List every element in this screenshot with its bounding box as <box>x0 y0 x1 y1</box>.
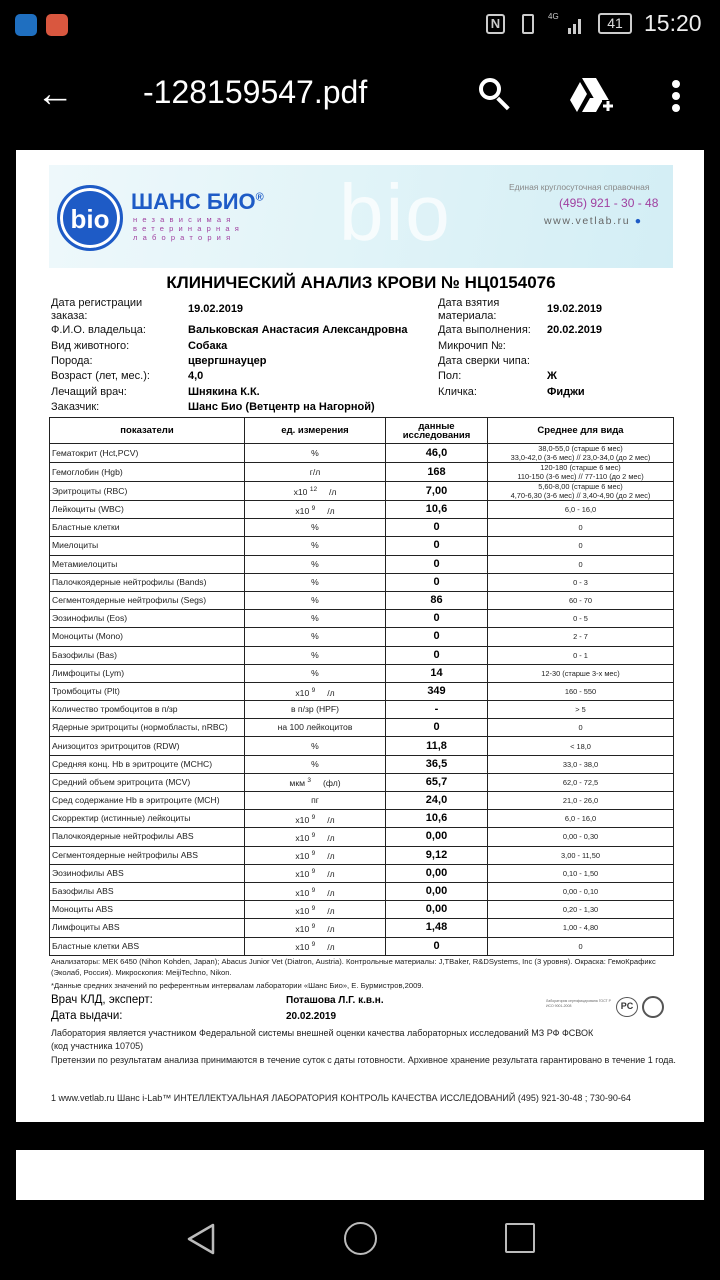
result-value: 7,00 <box>386 482 488 501</box>
watermark: bio <box>339 168 452 257</box>
unit-cell <box>245 846 386 864</box>
unit-suffix: /л <box>327 814 335 825</box>
issue-date-label: Дата выдачи: <box>51 1010 123 1022</box>
info-label: Заказчик: <box>51 401 100 413</box>
parameter-name: Бластные клетки <box>50 519 245 537</box>
unit-cell <box>245 773 386 791</box>
reference-line: 3,00 - 11,50 <box>561 850 600 860</box>
unit-suffix: /л <box>329 486 337 497</box>
info-value: Шанс Био (Ветцентр на Нагорной) <box>188 401 375 413</box>
footnotes <box>51 956 671 993</box>
reference-line: 33,0 - 38,0 <box>562 759 599 769</box>
reference-line: 0 <box>578 523 583 533</box>
brand-name: ШАНС БИО® <box>131 189 264 214</box>
result-value: 10,6 <box>386 501 488 519</box>
unit-exponent: 9 <box>311 813 316 821</box>
reference-line: 120-180 (старше 6 мес) <box>540 463 621 472</box>
unit-cell <box>245 901 386 919</box>
table-row <box>50 792 674 810</box>
unit-cell <box>245 937 386 955</box>
reference-line: 12-30 (старше 3-х мес) <box>541 668 620 678</box>
reference-range <box>488 646 674 664</box>
reference-line: 60 - 70 <box>568 596 592 606</box>
info-value: цвергшнауцер <box>188 355 267 367</box>
parameter-name: Сегментоядерные нейтрофилы (Segs) <box>50 591 245 609</box>
unit-cell <box>245 463 386 482</box>
table-row <box>50 846 674 864</box>
result-value: 86 <box>386 591 488 609</box>
tagline: независимая ветеринарная лаборатория <box>133 215 244 242</box>
info-value: Шнякина К.К. <box>188 386 260 398</box>
unit-base: мкм <box>289 778 305 789</box>
unit: % <box>311 631 319 642</box>
unit-cell <box>245 482 386 501</box>
info-value: 4,0 <box>188 370 204 382</box>
expert-value: Поташова Л.Г. к.в.н. <box>286 995 384 1006</box>
report-title: КЛИНИЧЕСКИЙ АНАЛИЗ КРОВИ № НЦ0154076 <box>166 273 556 292</box>
unit-cell <box>245 737 386 755</box>
parameter-name: Анизоцитоз эритроцитов (RDW) <box>50 737 245 755</box>
status-time: 15:20 <box>644 10 702 36</box>
unit: % <box>311 667 319 678</box>
reference-range <box>488 444 674 463</box>
info-value: Фиджи <box>547 386 585 398</box>
reference-line: 0,00 - 0,30 <box>562 832 599 842</box>
unit-base: x10 <box>295 832 310 843</box>
result-value: 14 <box>386 664 488 682</box>
parameter-name: Эозинофилы ABS <box>50 864 245 882</box>
reference-line: 4,70-6,30 (3-6 мес) // 3,40-4,90 (до 2 мес) <box>510 491 651 500</box>
reference-line: 0 - 1 <box>573 650 588 660</box>
more-vert-icon[interactable] <box>668 78 684 114</box>
reference-line: 33,0-42,0 (3-6 мес) // 23,0-34,0 (до 2 мес) <box>510 453 651 462</box>
unit: на 100 лейкоцитов <box>277 722 353 733</box>
reference-line: 0 <box>578 559 583 569</box>
table-row <box>50 573 674 591</box>
unit-cell <box>245 646 386 664</box>
reference-range <box>488 901 674 919</box>
reference-line: 62,0 - 72,5 <box>562 777 599 787</box>
phone: (495) 921 - 30 - 48 <box>559 196 659 210</box>
table-row <box>50 719 674 737</box>
reference-range <box>488 682 674 700</box>
unit-base: x10 <box>293 486 308 497</box>
unit-suffix: /л <box>327 505 335 516</box>
expert-label: Врач КЛД, эксперт: <box>51 994 153 1006</box>
parameter-name: Скорректир (истинные) лейкоциты <box>50 810 245 828</box>
result-value: 0 <box>386 646 488 664</box>
result-value: 0 <box>386 573 488 591</box>
table-row <box>50 591 674 609</box>
table-row <box>50 537 674 555</box>
reference-range <box>488 537 674 555</box>
reference-range <box>488 719 674 737</box>
info-label: Вид животного: <box>51 340 130 352</box>
table-row <box>50 463 674 482</box>
result-value: 0 <box>386 628 488 646</box>
column-header: показатели <box>50 418 245 444</box>
reference-range <box>488 628 674 646</box>
reference-range <box>488 501 674 519</box>
unit-cell <box>245 501 386 519</box>
column-header: ед. измерения <box>245 418 386 444</box>
unit-cell <box>245 755 386 773</box>
table-row <box>50 519 674 537</box>
table-row <box>50 646 674 664</box>
parameter-name: Гематокрит (Hct,PCV) <box>50 444 245 463</box>
info-label: Дата сверки чипа: <box>438 355 530 367</box>
info-label: Дата регистрации заказа: <box>51 297 143 322</box>
unit-suffix: /л <box>327 905 335 916</box>
unit-cell <box>245 573 386 591</box>
drive-add-icon[interactable] <box>568 76 614 116</box>
helpline-label: Единая круглосуточная справочная <box>509 182 650 192</box>
unit: % <box>311 758 319 769</box>
parameter-name: Базофилы (Bas) <box>50 646 245 664</box>
parameter-name: Палочкоядерные нейтрофилы (Bands) <box>50 573 245 591</box>
table-row <box>50 864 674 882</box>
unit-cell <box>245 555 386 573</box>
unit-suffix: /л <box>327 942 335 953</box>
info-value: Собака <box>188 340 228 352</box>
result-value: 10,6 <box>386 810 488 828</box>
unit-suffix: /л <box>327 851 335 862</box>
parameter-name: Метамиелоциты <box>50 555 245 573</box>
result-value: 9,12 <box>386 846 488 864</box>
info-label: Микрочип №: <box>438 340 506 352</box>
parameter-name: Миелоциты <box>50 537 245 555</box>
reference-range <box>488 610 674 628</box>
network-type: 4G <box>548 12 559 21</box>
unit-exponent: 9 <box>311 686 316 694</box>
unit-exponent: 9 <box>311 504 316 512</box>
reference-line: 160 - 550 <box>564 686 597 696</box>
unit-suffix: /л <box>327 832 335 843</box>
table-row <box>50 919 674 937</box>
search-icon[interactable] <box>477 76 517 116</box>
reference-range <box>488 864 674 882</box>
results-table <box>49 417 674 956</box>
unit-base: x10 <box>295 814 310 825</box>
unit-suffix: /л <box>327 923 335 934</box>
unit-exponent: 9 <box>311 850 316 858</box>
table-row <box>50 755 674 773</box>
unit-suffix: /л <box>327 887 335 898</box>
reference-line: 0,20 - 1,30 <box>562 905 599 915</box>
unit-cell <box>245 537 386 555</box>
reference-line: > 5 <box>575 705 586 715</box>
result-value: 0 <box>386 719 488 737</box>
parameter-name: Тромбоциты (Plt) <box>50 682 245 700</box>
unit-cell <box>245 810 386 828</box>
unit: % <box>311 447 319 458</box>
result-value: 349 <box>386 682 488 700</box>
parameter-name: Палочкоядерные нейтрофилы ABS <box>50 828 245 846</box>
reference-range <box>488 882 674 900</box>
reference-line: 0 - 5 <box>573 614 588 624</box>
reference-line: 2 - 7 <box>573 632 588 642</box>
reference-range <box>488 519 674 537</box>
reference-line: < 18,0 <box>570 741 591 751</box>
unit-exponent: 9 <box>311 922 316 930</box>
result-value: 168 <box>386 463 488 482</box>
website: www.vetlab.ru ● <box>544 215 643 227</box>
unit-suffix: /л <box>327 687 335 698</box>
reference-range <box>488 919 674 937</box>
unit-base: x10 <box>295 505 310 516</box>
nfc-icon: N <box>486 14 505 34</box>
unit: в п/зр (HPF) <box>290 704 339 715</box>
result-value: 0 <box>386 555 488 573</box>
unit-exponent: 9 <box>311 868 316 876</box>
parameter-name: Лейкоциты (WBC) <box>50 501 245 519</box>
unit-cell <box>245 719 386 737</box>
unit-cell <box>245 864 386 882</box>
table-row <box>50 501 674 519</box>
parameter-name: Бластные клетки ABS <box>50 937 245 955</box>
info-label: Порода: <box>51 355 93 367</box>
unit-base: x10 <box>295 905 310 916</box>
table-row <box>50 773 674 791</box>
unit-cell <box>245 792 386 810</box>
table-row <box>50 737 674 755</box>
reference-line: 0,00 - 0,10 <box>562 887 599 897</box>
reference-range <box>488 846 674 864</box>
unit-cell <box>245 591 386 609</box>
table-row <box>50 664 674 682</box>
unit: % <box>311 540 319 551</box>
iso-cert-icon <box>642 996 664 1018</box>
unit-cell <box>245 828 386 846</box>
reference-range <box>488 591 674 609</box>
parameter-name: Ядерные эритроциты (нормобласты, nRBC) <box>50 719 245 737</box>
info-label: Дата выполнения: <box>438 324 531 336</box>
reference-line: 6,0 - 16,0 <box>564 505 597 515</box>
result-value: 11,8 <box>386 737 488 755</box>
reference-range <box>488 810 674 828</box>
rst-cert-icon: PC <box>616 997 638 1017</box>
reference-line: 0 - 3 <box>573 577 588 587</box>
info-label: Лечащий врач: <box>51 386 127 398</box>
unit-base: x10 <box>295 687 310 698</box>
reference-line: 0,10 - 1,50 <box>562 868 599 878</box>
info-value: 20.02.2019 <box>547 324 603 336</box>
info-label: Ф.И.О. владельца: <box>51 324 146 336</box>
pdf-page <box>16 150 704 1122</box>
back-arrow-icon[interactable]: ← <box>36 73 74 115</box>
claims-note: Претензии по результатам анализа принимаются в течение суток с даты готовности. Архивное хранение результата гарантировано в течение 1 года. <box>51 1055 676 1065</box>
parameter-name: Сегментоядерные нейтрофилы ABS <box>50 846 245 864</box>
parameter-name: Эритроциты (RBC) <box>50 482 245 501</box>
table-row <box>50 937 674 955</box>
unit: % <box>311 740 319 751</box>
unit: % <box>311 522 319 533</box>
reference-line: 6,0 - 16,0 <box>564 814 597 824</box>
unit-cell <box>245 882 386 900</box>
info-label: Возраст (лет, мес.): <box>51 370 150 382</box>
reference-line: 38,0-55,0 (старше 6 мес) <box>538 444 623 453</box>
unit: % <box>311 649 319 660</box>
issue-date-value: 20.02.2019 <box>286 1011 337 1022</box>
reference-line: 5,60-8,00 (старше 6 мес) <box>538 482 623 491</box>
unit-cell <box>245 919 386 937</box>
parameter-name: Моноциты ABS <box>50 901 245 919</box>
unit: % <box>311 595 319 606</box>
page-footer: 1 www.vetlab.ru Шанс i-Lab™ ИНТЕЛЛЕКТУАЛЬНАЯ ЛАБОРАТОРИЯ КОНТРОЛЬ КАЧЕСТВА ИССЛЕДОВАНИЙ (495) 921-30-48 ; 730-90-64 <box>51 1093 631 1103</box>
logo: bio <box>57 185 123 251</box>
analyzers-note: Анализаторы: МЕК 6450 (Nihon Kohden, Japan); Abacus Junior Vet (Diatron, Austria). Контрольные материалы: J,TBaker, R&DSystems, Inc (3 уровня). Окраска: ГемоКрафикс (Эколаб, Россия). Микроскопия: MeijiTechno, Nikon. <box>51 957 656 977</box>
unit: г/л <box>309 466 321 477</box>
reference-range <box>488 701 674 719</box>
lab-notes <box>51 1027 681 1069</box>
battery-icon <box>598 13 632 34</box>
result-value: 0,00 <box>386 901 488 919</box>
parameter-name: Средний объем эритроцита (MCV) <box>50 773 245 791</box>
reference-line: 21,0 - 26,0 <box>562 796 599 806</box>
table-row <box>50 828 674 846</box>
unit-cell <box>245 444 386 463</box>
pdf-page-2 <box>16 1150 704 1200</box>
parameter-name: Моноциты (Mono) <box>50 628 245 646</box>
result-value: - <box>386 701 488 719</box>
mail-app-icon <box>46 14 68 36</box>
unit-base: x10 <box>295 942 310 953</box>
result-value: 36,5 <box>386 755 488 773</box>
result-value: 0,00 <box>386 882 488 900</box>
navigation-bar <box>0 1200 720 1280</box>
unit-base: x10 <box>295 887 310 898</box>
column-header: Среднее для вида <box>488 418 674 444</box>
unit-cell <box>245 701 386 719</box>
battery-level: 41 <box>607 15 623 31</box>
unit-base: x10 <box>295 869 310 880</box>
unit-exponent: 9 <box>311 886 316 894</box>
status-bar <box>0 0 720 48</box>
reference-line: 0 <box>578 541 583 551</box>
reference-range <box>488 937 674 955</box>
result-value: 1,48 <box>386 919 488 937</box>
nav-back-icon[interactable] <box>185 1222 217 1256</box>
reference-range <box>488 792 674 810</box>
unit: пг <box>311 795 319 806</box>
signal-icon <box>548 12 592 36</box>
reference-note: *Данные средних значений по референтным интервалам лаборатории «Шанс Био», Е. Бурмистров,2009. <box>51 981 424 990</box>
parameter-name: Сред содержание Hb в эритроците (MCH) <box>50 792 245 810</box>
result-value: 0 <box>386 610 488 628</box>
certification-text: Лаборатория сертифицирована ГОСТ Р ИСО 9001-2008 <box>546 999 611 1008</box>
result-value: 0,00 <box>386 864 488 882</box>
nav-recents-icon[interactable] <box>505 1223 535 1253</box>
unit-cell <box>245 682 386 700</box>
reference-range <box>488 463 674 482</box>
unit: % <box>311 558 319 569</box>
reference-range <box>488 773 674 791</box>
table-row <box>50 444 674 463</box>
column-header: данные исследования <box>386 418 488 444</box>
reference-line: 1,00 - 4,80 <box>562 923 599 933</box>
vibrate-icon <box>522 14 534 34</box>
table-row <box>50 901 674 919</box>
info-value: Вальковская Анастасия Александровна <box>188 324 408 336</box>
parameter-name: Гемоглобин (Hgb) <box>50 463 245 482</box>
result-value: 0,00 <box>386 828 488 846</box>
result-value: 24,0 <box>386 792 488 810</box>
reference-range <box>488 664 674 682</box>
unit-exponent: 9 <box>311 832 316 840</box>
table-row <box>50 482 674 501</box>
reference-range <box>488 573 674 591</box>
info-value: 19.02.2019 <box>188 303 244 315</box>
participation-note: Лаборатория является участником Федеральной системы внешней оценки качества лабораторных исследований МЗ РФ ФСВОК (код участника 10705) <box>51 1028 594 1051</box>
letterhead <box>49 165 673 268</box>
unit-base: x10 <box>295 923 310 934</box>
info-label: Пол: <box>438 370 462 382</box>
unit-exponent: 12 <box>309 486 318 494</box>
reference-range <box>488 828 674 846</box>
table-row <box>50 610 674 628</box>
unit: % <box>311 613 319 624</box>
nav-home-icon[interactable] <box>344 1222 377 1255</box>
table-row <box>50 810 674 828</box>
result-value: 65,7 <box>386 773 488 791</box>
table-row <box>50 682 674 700</box>
result-value: 0 <box>386 937 488 955</box>
parameter-name: Эозинофилы (Eos) <box>50 610 245 628</box>
reference-line: 0 <box>578 941 583 951</box>
result-value: 0 <box>386 537 488 555</box>
unit-exponent: 9 <box>311 941 316 949</box>
table-row <box>50 882 674 900</box>
result-value: 0 <box>386 519 488 537</box>
reference-range <box>488 555 674 573</box>
info-label: Кличка: <box>438 386 477 398</box>
unit-suffix: (фл) <box>322 778 341 789</box>
reference-range <box>488 482 674 501</box>
unit: % <box>311 576 319 587</box>
parameter-name: Лимфоциты ABS <box>50 919 245 937</box>
parameter-name: Базофилы ABS <box>50 882 245 900</box>
reference-line: 110-150 (3-6 мес) // 77-110 (до 2 мес) <box>517 472 644 481</box>
unit-exponent: 9 <box>311 904 316 912</box>
info-value: Ж <box>547 370 557 382</box>
result-value: 46,0 <box>386 444 488 463</box>
unit-cell <box>245 610 386 628</box>
unit-exponent: 3 <box>307 777 311 785</box>
table-row <box>50 555 674 573</box>
unit-base: x10 <box>295 851 310 862</box>
parameter-name: Средняя конц. Hb в эритроците (MCHC) <box>50 755 245 773</box>
table-row <box>50 701 674 719</box>
app-bar <box>0 48 720 148</box>
unit-cell <box>245 664 386 682</box>
reference-range <box>488 737 674 755</box>
document-title: -128159547.pdf <box>143 74 368 110</box>
info-label: Дата взятия материала: <box>438 297 500 322</box>
parameter-name: Количество тромбоцитов в п/зр <box>50 701 245 719</box>
shield-app-icon <box>15 14 37 36</box>
unit-suffix: /л <box>327 869 335 880</box>
parameter-name: Лимфоциты (Lym) <box>50 664 245 682</box>
unit-cell <box>245 628 386 646</box>
unit-cell <box>245 519 386 537</box>
info-value: 19.02.2019 <box>547 303 603 315</box>
table-header-row <box>50 418 674 444</box>
reference-line: 0 <box>578 723 583 733</box>
reference-range <box>488 755 674 773</box>
table-row <box>50 628 674 646</box>
